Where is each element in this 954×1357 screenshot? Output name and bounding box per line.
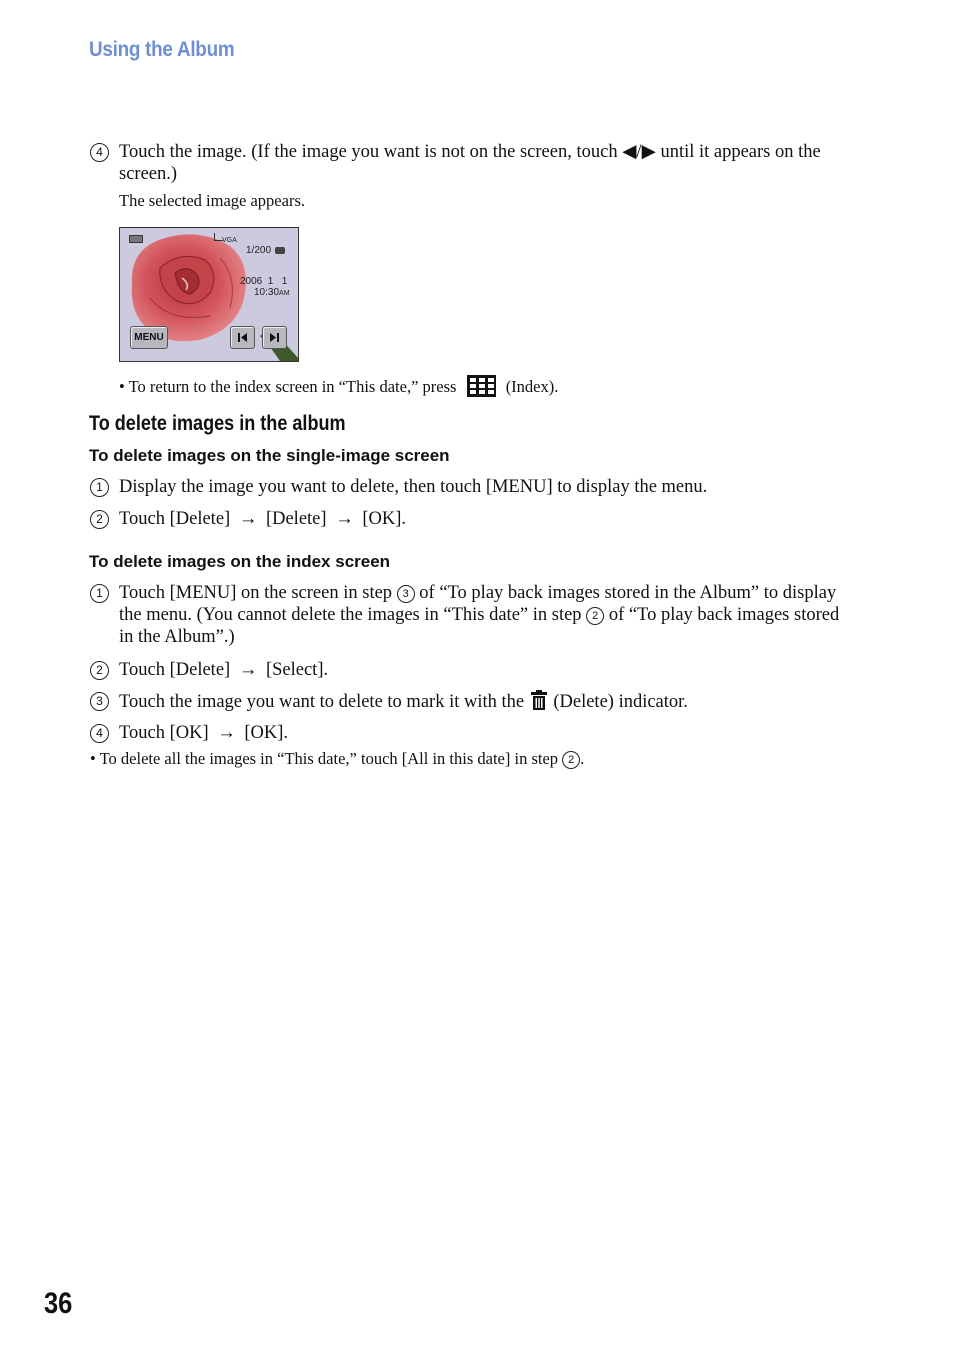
page-number: 36 [44, 1287, 73, 1320]
protect-icon [275, 247, 285, 254]
step-number: 3 [90, 692, 109, 711]
step-number: 1 [90, 478, 109, 497]
step-text-part: [Delete] [261, 509, 332, 529]
date-readout: 2006 1 1 [240, 276, 288, 287]
step-text-part: Touch [OK] [119, 723, 214, 743]
note-text: To delete all the images in “This date,” touch [All in this date] in step [99, 749, 563, 768]
delete-section-title: To delete images in the album [89, 412, 346, 435]
step-text-part: [OK]. [239, 723, 289, 743]
arrow-right-icon: → [238, 660, 258, 680]
step-text-part: [Select]. [261, 660, 329, 680]
note-text: (Index). [505, 377, 559, 396]
single-screen-heading: To delete images on the single-image screen [89, 446, 450, 465]
step-text-part: in the Album”.) [119, 627, 235, 647]
skip-back-icon [231, 327, 254, 348]
index-grid-icon [467, 375, 496, 403]
index-step-1-text [119, 582, 879, 648]
step-text-part: Touch the image you want to delete to mark it with the [119, 692, 529, 712]
step-touch-image-text [119, 141, 879, 185]
single-step-2-text [119, 508, 879, 530]
step-number: 4 [90, 143, 109, 162]
shutter-readout: 1/200 [246, 245, 272, 256]
step-result-text: The selected image appears. [119, 191, 305, 210]
step-number: 2 [90, 661, 109, 680]
step-text-part: Touch the image. (If the image you want is not on the screen, touch [119, 142, 623, 162]
step-reference: 2 [562, 751, 580, 769]
time-readout [254, 287, 290, 298]
step-number: 1 [90, 584, 109, 603]
step-text-part: Touch [Delete] [119, 509, 235, 529]
index-step-3-text [119, 690, 879, 716]
step-reference: 3 [397, 585, 415, 603]
arrow-right-icon: → [217, 723, 236, 743]
step-text-part: of “To play back images stored [604, 605, 840, 625]
step-text-part: Touch [MENU] on the screen in step [119, 583, 397, 603]
note-text: To return to the index screen in “This date,” press [128, 377, 461, 396]
single-step-1-text: Display the image you want to delete, then touch [MENU] to display the menu. [119, 477, 708, 497]
skip-forward-icon [263, 327, 286, 348]
previous-image-button[interactable] [230, 326, 255, 349]
section-header: Using the Album [89, 38, 235, 61]
step-text-part: (Delete) indicator. [553, 692, 688, 712]
index-step-2-text [119, 659, 879, 681]
bullet: • [90, 749, 96, 768]
step-reference: 2 [586, 607, 604, 625]
trash-icon [531, 690, 547, 716]
menu-button[interactable]: MENU [130, 326, 168, 349]
step-text-part: Touch [Delete] [119, 660, 235, 680]
note-text: . [580, 749, 585, 768]
step-text-part: [OK]. [357, 509, 406, 529]
bullet: • [119, 377, 125, 396]
image-size-label: VGA [222, 237, 237, 244]
step-text-part: the menu. (You cannot delete the images in “This date” in step [119, 605, 587, 625]
step-number: 2 [90, 510, 109, 529]
step-text-part: until it appears on the [655, 142, 821, 162]
index-step-4-text [119, 722, 879, 744]
arrow-right-icon: → [335, 509, 354, 529]
next-image-button[interactable] [262, 326, 287, 349]
index-screen-heading: To delete images on the index screen [89, 552, 391, 571]
camera-screen-illustration [119, 227, 299, 362]
step-text-part: screen.) [119, 164, 178, 184]
step-text-part: of “To play back images stored in the Album” to display [414, 583, 837, 603]
step-number: 4 [90, 724, 109, 743]
battery-icon [129, 235, 143, 243]
return-index-note [119, 375, 879, 403]
nav-arrows-icon: ◀/▶ [622, 142, 656, 162]
delete-all-note [90, 748, 850, 770]
ampm-label: AM [279, 290, 290, 297]
time-value: 10:30 [254, 287, 280, 298]
arrow-right-icon: → [238, 509, 258, 529]
